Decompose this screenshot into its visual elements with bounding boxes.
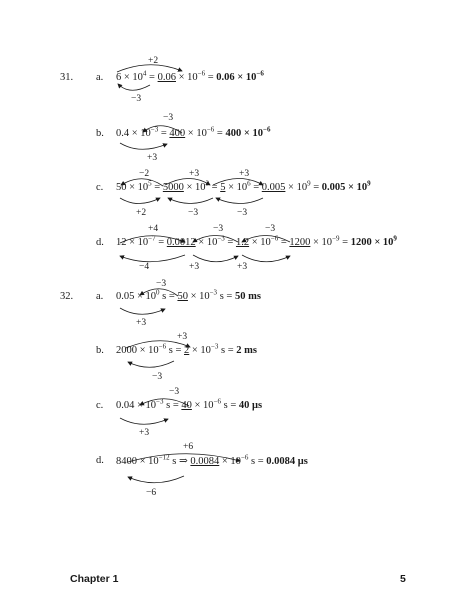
shift-label-below: −3 <box>237 208 248 218</box>
final-answer: 2 ms <box>236 345 257 356</box>
equation-text: s = <box>217 291 235 302</box>
final-answer: 1200 × 10 <box>350 237 394 248</box>
shift-label-below: −6 <box>146 488 157 498</box>
arc-below <box>120 418 168 424</box>
exponent: −3 <box>156 397 164 406</box>
equation-text: s = <box>163 400 182 411</box>
exponent: −12 <box>158 453 170 462</box>
underlined-coefficient: 0.0084 <box>190 456 220 467</box>
exponent: 6 <box>247 179 251 188</box>
shift-label-above: +2 <box>148 56 159 66</box>
equation-text: × 10 <box>189 345 211 356</box>
shift-label-below: +3 <box>136 318 147 328</box>
underlined-coefficient: 0.0012 <box>166 237 196 248</box>
page-number: 5 <box>400 573 406 585</box>
shift-label-below: +3 <box>139 428 150 438</box>
shift-label-above: +3 <box>177 332 188 342</box>
arc-below <box>120 255 185 262</box>
equation-text: 0.4 × 10 <box>116 128 151 139</box>
shift-label-above: −3 <box>163 113 174 123</box>
exponent: −3 <box>209 288 218 297</box>
shift-label-above: +6 <box>183 442 194 452</box>
equation-text: s = <box>218 345 237 356</box>
conversion-equation <box>116 342 257 356</box>
equation-text: × 10 <box>249 237 271 248</box>
exponent: 4 <box>142 69 147 78</box>
problem-number: 31. <box>60 72 74 83</box>
arc-below <box>128 361 174 367</box>
exponent: −9 <box>332 234 340 243</box>
problem-number: 32. <box>60 291 74 302</box>
equation-text: × 10 <box>225 182 248 193</box>
shift-label-above: −3 <box>156 279 167 289</box>
final-answer: 400 × 10 <box>225 128 263 139</box>
equation-text: × 10 <box>285 182 308 193</box>
arc-below <box>193 255 238 262</box>
conversion-equation <box>116 397 263 411</box>
equation-text: × 10 <box>219 456 241 467</box>
underlined-coefficient: 5000 <box>162 182 184 193</box>
arc-below <box>168 198 213 204</box>
part-letter: d. <box>96 455 104 466</box>
final-answer-exponent: 9 <box>367 179 371 188</box>
underlined-coefficient: 50 <box>177 291 188 302</box>
arc-below <box>128 476 184 483</box>
conversion-equation <box>116 179 371 193</box>
equation-text: × 10 <box>191 400 214 411</box>
final-answer-exponent: −6 <box>256 69 264 78</box>
exponent: 5 <box>148 179 152 188</box>
underlined-coefficient: 1.2 <box>235 237 250 248</box>
equation-text: 12 × 10 <box>116 237 149 248</box>
equation-text: = <box>224 237 236 248</box>
shift-label-above: −3 <box>265 224 276 234</box>
final-answer: 0.06 × 10 <box>216 72 257 83</box>
part-letter: a. <box>96 72 104 83</box>
exponent: −6 <box>197 69 206 78</box>
exponent: 9 <box>307 179 311 188</box>
equation-text: × 10 <box>187 291 210 302</box>
shift-label-below: −4 <box>139 262 150 272</box>
conversion-equation <box>116 125 271 139</box>
underlined-coefficient: 5 <box>220 182 226 193</box>
equation-text: s ⇒ <box>169 456 191 467</box>
shift-label-below: +2 <box>136 208 147 218</box>
equation-text: = <box>151 182 163 193</box>
final-answer-exponent: −6 <box>262 125 271 134</box>
exponent: −6 <box>270 234 279 243</box>
part-letter: a. <box>96 291 104 302</box>
equation-text: = <box>310 182 322 193</box>
equation-text: 2000 × 10 <box>116 345 159 356</box>
equation-text: = <box>209 182 221 193</box>
equation-text: × 10 <box>195 237 218 248</box>
equation-text: = <box>146 72 158 83</box>
shift-label-below: +3 <box>237 262 248 272</box>
underlined-coefficient: 2 <box>184 345 190 356</box>
part-letter: d. <box>96 237 104 248</box>
equation-text: s = <box>221 400 239 411</box>
part-letter: c. <box>96 182 104 193</box>
equation-text: 50 × 10 <box>116 182 149 193</box>
shift-label-above: +4 <box>148 224 159 234</box>
part-letter: c. <box>96 400 104 411</box>
final-answer: 0.005 × 10 <box>321 182 368 193</box>
underlined-coefficient: 40 <box>181 400 192 411</box>
exponent: −3 <box>217 234 225 243</box>
exponent: −3 <box>210 342 219 351</box>
exponent: −6 <box>240 453 249 462</box>
arc-below <box>120 143 167 149</box>
final-answer: 0.0084 μs <box>266 456 308 467</box>
equation-text: × 10 <box>183 182 206 193</box>
underlined-coefficient: 0.06 <box>157 72 176 83</box>
equation-text: × 10 <box>310 237 333 248</box>
final-answer-exponent: 9 <box>393 234 397 243</box>
exponent: −3 <box>150 125 159 134</box>
shift-label-below: −3 <box>131 94 142 104</box>
conversion-equation <box>116 455 308 467</box>
part-letter: b. <box>96 128 104 139</box>
equation-text: = <box>214 128 226 139</box>
final-answer: 50 ms <box>234 291 261 302</box>
arc-below <box>120 198 160 204</box>
shift-label-below: −3 <box>152 372 163 382</box>
equation-text: = <box>339 237 351 248</box>
equation-text: = <box>155 237 167 248</box>
exponent: −7 <box>148 234 156 243</box>
equation-text: = <box>278 237 290 248</box>
shift-label-above: −3 <box>169 387 180 397</box>
equation-text: 0.05 × 10 <box>116 291 157 302</box>
shift-label-below: +3 <box>189 262 200 272</box>
equation-text: 8400 × 10 <box>116 456 159 467</box>
equation-text: 6 × 10 <box>116 72 143 83</box>
shift-label-above: −3 <box>213 224 224 234</box>
shift-label-above: +3 <box>189 169 200 179</box>
part-letter: b. <box>96 345 104 356</box>
conversion-equation <box>116 69 264 83</box>
equation-text: s = <box>159 291 178 302</box>
shift-label-above: −2 <box>139 169 150 179</box>
equation-text: = <box>250 182 262 193</box>
shift-label-above: +3 <box>239 169 250 179</box>
arc-below <box>216 198 263 204</box>
equation-text: s = <box>166 345 185 356</box>
chapter-label: Chapter 1 <box>70 573 119 585</box>
final-answer: 40 μs <box>238 400 263 411</box>
arc-below <box>118 84 150 90</box>
exponent: −6 <box>206 125 215 134</box>
exponent: −6 <box>213 397 222 406</box>
underlined-coefficient: 400 <box>169 128 186 139</box>
equation-text: s = <box>248 456 267 467</box>
shift-label-below: −3 <box>188 208 199 218</box>
exponent: −6 <box>158 342 167 351</box>
equation-text: × 10 <box>175 72 198 83</box>
exponent: 3 <box>205 179 210 188</box>
underlined-coefficient: 0.005 <box>261 182 286 193</box>
equation-text: × 10 <box>185 128 207 139</box>
exponent: 0 <box>156 288 160 297</box>
conversion-equation <box>116 234 397 248</box>
arc-below <box>242 255 290 262</box>
equation-text: = <box>205 72 217 83</box>
underlined-coefficient: 1200 <box>289 237 311 248</box>
equation-text: = <box>158 128 170 139</box>
conversion-equation <box>116 288 261 302</box>
shift-label-below: +3 <box>147 153 158 163</box>
equation-text: 0.04 × 10 <box>116 400 157 411</box>
arc-below <box>120 308 165 314</box>
